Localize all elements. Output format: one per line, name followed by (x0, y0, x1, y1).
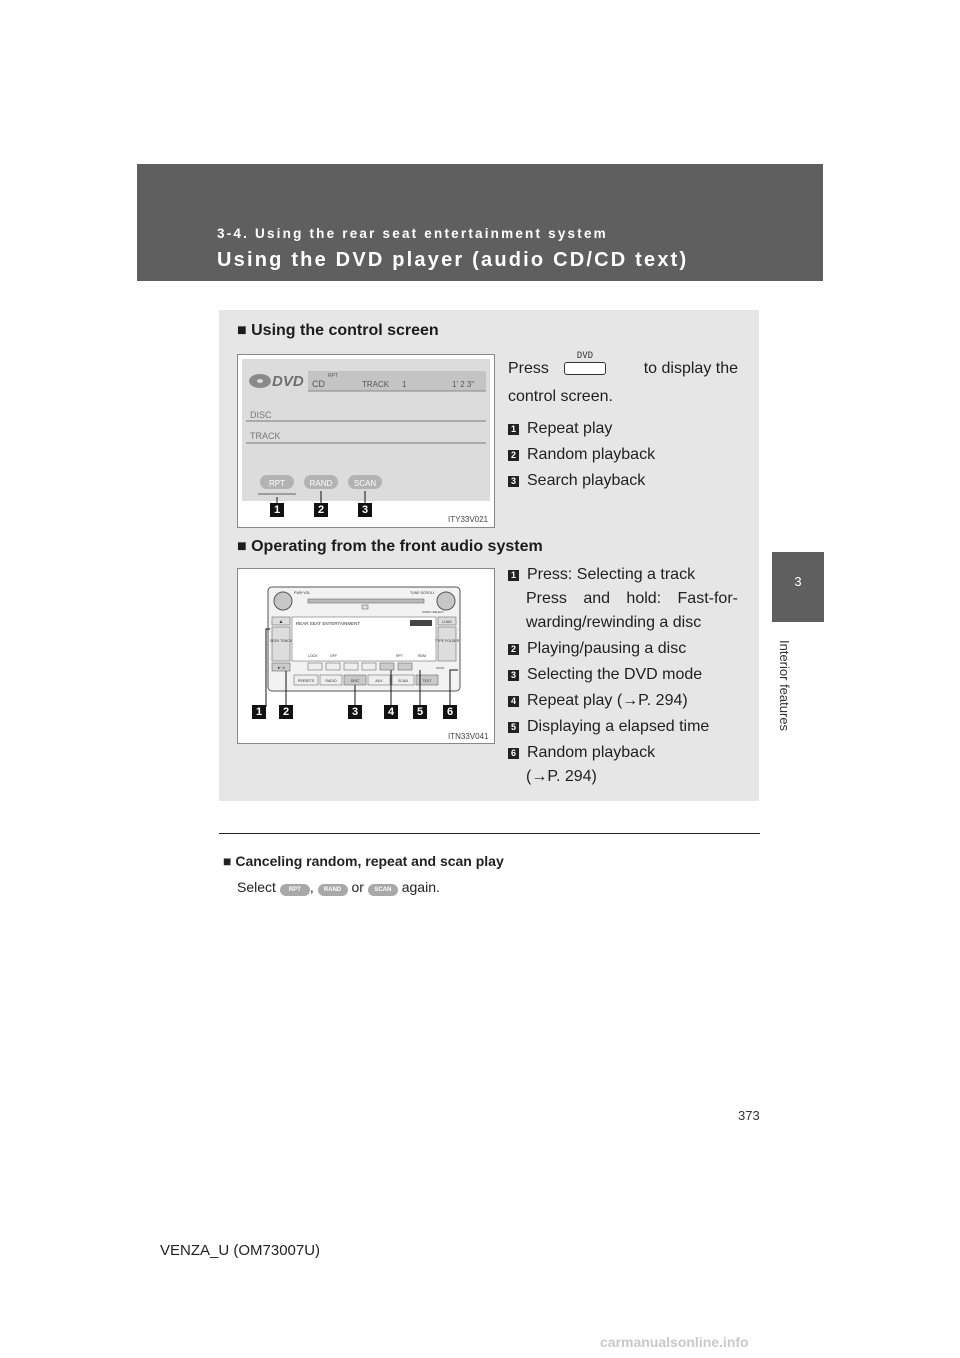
page-number: 373 (738, 1108, 760, 1123)
svg-text:RPT: RPT (396, 654, 403, 658)
rpt-pill-icon: RPT (280, 884, 310, 896)
svg-text:LOAD: LOAD (442, 620, 452, 624)
list-item-continuation: Press and hold: Fast-for- (526, 590, 738, 607)
list-item-continuation: (→P. 294) (526, 768, 597, 785)
intro-after-text: to display the (643, 360, 738, 377)
screen-rpt-flag: RPT (328, 373, 338, 379)
note-select-text: Select (237, 879, 276, 895)
svg-text:RDM: RDM (418, 654, 426, 658)
chapter-tab-label-text: Interior features (777, 640, 792, 732)
chapter-subtitle: 3-4. Using the rear seat entertainment system (217, 226, 608, 241)
screen-track-row: TRACK (250, 431, 281, 441)
screen-source: CD (312, 379, 325, 389)
svg-text:SCAN: SCAN (398, 679, 408, 683)
footer-model-code: VENZA_U (OM73007U) (160, 1242, 321, 1259)
svg-text:TYPE FOLDER: TYPE FOLDER (434, 639, 460, 643)
chapter-tab-number: 3 (794, 574, 802, 589)
list-item: 3 Selecting the DVD mode (508, 664, 702, 686)
svg-text:SCAN: SCAN (353, 479, 377, 488)
page-title: Using the DVD player (audio CD/CD text) (217, 249, 689, 271)
note-body: Select RPT , RAND or SCAN again. (237, 879, 440, 895)
watermark: carmanualsonline.info (600, 1334, 749, 1350)
chapter-tab (772, 552, 824, 622)
list-item: 4 Repeat play (→P. 294) (508, 690, 688, 712)
chapter-header (137, 164, 823, 281)
callout-6: 6 (443, 705, 457, 719)
scan-pill-icon: SCAN (368, 884, 398, 896)
list-item: 3 Search playback (508, 470, 645, 492)
seek-track-button[interactable] (272, 627, 290, 661)
list-item: 1 Press: Selecting a track (508, 564, 695, 586)
screen-time: 1' 2 3" (452, 380, 475, 389)
callout-4: 4 (384, 705, 398, 719)
svg-text:TUNE·SCROLL: TUNE·SCROLL (410, 591, 435, 595)
callout-1: 1 (270, 503, 284, 517)
figure-code: ITN33V041 (448, 732, 489, 741)
svg-text:AUX: AUX (375, 679, 383, 683)
list-item: 6 Random playback (508, 742, 655, 764)
svg-text:PWR·VOL: PWR·VOL (294, 591, 311, 595)
preset-button-rdm[interactable] (398, 663, 412, 670)
screen-disc-label: DISC (250, 410, 272, 420)
callout-2: 2 (279, 705, 293, 719)
press-text: Press (508, 360, 549, 377)
svg-text:OFF: OFF (330, 654, 337, 658)
note-heading: ■ Canceling random, repeat and scan play (223, 853, 504, 869)
section-heading-control-screen: ■ Using the control screen (237, 322, 439, 339)
front-audio-figure (237, 568, 495, 744)
list-item-continuation: warding/rewinding a disc (526, 614, 702, 631)
section-heading-front-audio: ■ Operating from the front audio system (237, 538, 543, 555)
callout-1: 1 (252, 705, 266, 719)
screen-track-label: TRACK (362, 380, 390, 389)
screen-track-value: 1 (402, 380, 407, 389)
intro-line2: control screen. (508, 388, 613, 405)
svg-text:SEEK TRACK: SEEK TRACK (269, 639, 293, 643)
svg-text:▲: ▲ (278, 619, 284, 625)
section-divider (219, 833, 760, 834)
info-panel (219, 310, 759, 801)
svg-text:PRESETS: PRESETS (297, 679, 315, 683)
callout-3: 3 (348, 705, 362, 719)
control-screen-figure (237, 354, 495, 528)
list-item: 5 Displaying a elapsed time (508, 716, 709, 738)
svg-text:RAND: RAND (309, 479, 333, 488)
note-again-text: again. (401, 879, 440, 895)
svg-text:REAR SEAT ENTERTAINMENT: REAR SEAT ENTERTAINMENT (296, 621, 361, 626)
preset-button-rpt[interactable] (380, 663, 394, 670)
list-item: 2 Random playback (508, 444, 655, 466)
svg-text:RPT: RPT (269, 479, 285, 488)
list-item: 2 Playing/pausing a disc (508, 638, 686, 660)
rand-pill-icon: RAND (318, 884, 348, 896)
figure-code: ITY33V021 (448, 515, 489, 524)
callout-3: 3 (358, 503, 372, 517)
svg-text:DISC: DISC (350, 679, 360, 683)
type-folder-button[interactable] (438, 627, 456, 661)
dvd-button-label: DVD (576, 351, 594, 361)
screen-dvd-logo: DVD (272, 373, 304, 390)
svg-text:RADIO: RADIO (325, 679, 337, 683)
note-or-text: or (351, 879, 364, 895)
svg-text:AUDIO SELECT: AUDIO SELECT (422, 610, 445, 614)
list-item: 1 Repeat play (508, 418, 612, 440)
svg-text:►·II: ►·II (277, 665, 285, 670)
dvd-button-icon (564, 351, 606, 375)
svg-text:SCAN: SCAN (436, 666, 445, 670)
callout-5: 5 (413, 705, 427, 719)
svg-text:TEXT: TEXT (422, 679, 432, 683)
svg-text:LOCK: LOCK (308, 654, 318, 658)
callout-2: 2 (314, 503, 328, 517)
control-screen-illustration (238, 355, 494, 527)
